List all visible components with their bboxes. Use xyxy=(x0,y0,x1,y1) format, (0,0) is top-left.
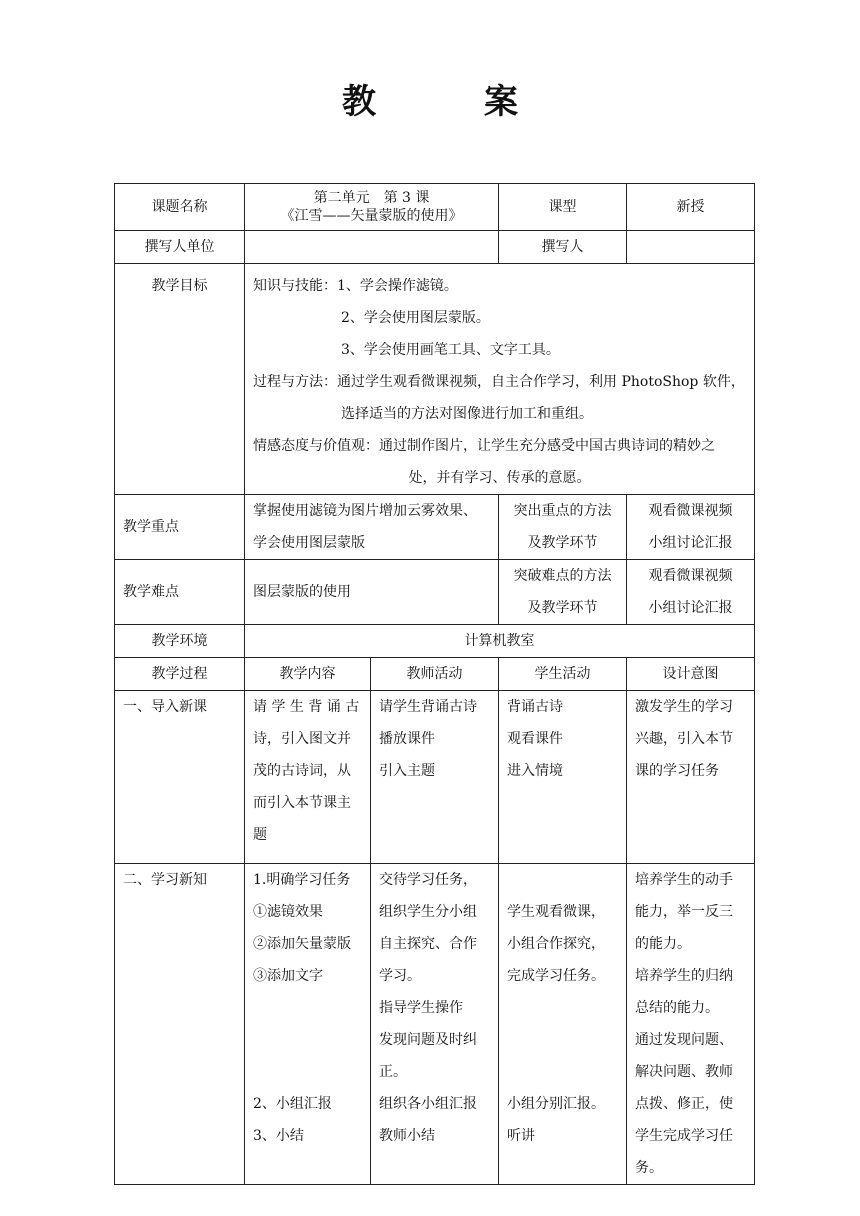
focus-method-1: 突出重点的方法 xyxy=(513,503,612,519)
difficulty-approach-1: 观看微课视频 xyxy=(648,568,733,584)
label-author: 撰写人 xyxy=(499,231,627,264)
difficulty-method-2: 及教学环节 xyxy=(527,600,598,616)
title-char-2: 案 xyxy=(484,82,518,122)
step2-student-line: 小组分别汇报。 xyxy=(507,1096,605,1112)
step1-content xyxy=(245,691,371,864)
focus-content xyxy=(245,495,499,560)
step2-student-line xyxy=(507,1056,618,1088)
step1-teacher xyxy=(371,691,499,864)
step2-content xyxy=(245,864,371,1185)
row-focus xyxy=(115,495,755,560)
lesson-plan-table xyxy=(114,183,755,1185)
row-step-2 xyxy=(115,864,755,1185)
label-goals: 教学目标 xyxy=(115,264,245,495)
step2-intent-line: 能力，举一反三 xyxy=(635,904,733,920)
header-content: 教学内容 xyxy=(245,658,371,691)
focus-content-2: 学会使用图层蒙版 xyxy=(253,535,365,551)
difficulty-method xyxy=(499,560,627,625)
step2-content-line: 1.明确学习任务 xyxy=(253,872,351,888)
focus-approach-2: 小组讨论汇报 xyxy=(648,535,733,551)
step2-intent-line: 培养学生的归纳 xyxy=(635,968,733,984)
label-focus: 教学重点 xyxy=(115,495,245,560)
course-line-2: 《江雪——矢量蒙版的使用》 xyxy=(280,208,463,224)
step2-teacher-line: 正。 xyxy=(379,1064,407,1080)
step1-content-line: 题 xyxy=(253,827,267,843)
focus-method xyxy=(499,495,627,560)
step2-student-line: 学生观看微课， xyxy=(507,904,605,920)
focus-approach-1: 观看微课视频 xyxy=(648,503,733,519)
header-student: 学生活动 xyxy=(499,658,627,691)
header-teacher: 教师活动 xyxy=(371,658,499,691)
step2-intent xyxy=(627,864,755,1185)
step2-content-line: 2、小组汇报 xyxy=(253,1096,332,1112)
step2-teacher-line: 交待学习任务， xyxy=(379,872,477,888)
step2-student-line: 听讲 xyxy=(507,1128,535,1144)
step1-teacher-line: 请学生背诵古诗 xyxy=(379,699,477,715)
step2-teacher xyxy=(371,864,499,1185)
step1-intent-line: 课的学习任务 xyxy=(635,763,719,779)
step2-content-line xyxy=(253,1056,362,1088)
header-intent: 设计意图 xyxy=(627,658,755,691)
step2-student-line: 完成学习任务。 xyxy=(507,968,605,984)
environment-value: 计算机教室 xyxy=(245,625,755,658)
label-difficulty: 教学难点 xyxy=(115,560,245,625)
step2-content-line xyxy=(253,1024,362,1056)
focus-content-1: 掌握使用滤镜为图片增加云雾效果、 xyxy=(253,503,477,519)
step1-student-line: 背诵古诗 xyxy=(507,699,563,715)
step2-student-line xyxy=(507,992,618,1024)
step2-content-line xyxy=(253,992,362,1024)
step1-content-line: 诗，引入图文并 xyxy=(253,731,351,747)
step2-student-line xyxy=(507,864,618,896)
goal-process-2: 选择适当的方法对图像进行加工和重组。 xyxy=(341,406,593,422)
goal-emotion-1: 情感态度与价值观：通过制作图片，让学生充分感受中国古典诗词的精妙之 xyxy=(253,438,715,454)
step1-name: 一、导入新课 xyxy=(115,691,245,864)
step1-intent-line: 激发学生的学习 xyxy=(635,699,733,715)
step2-intent-line: 通过发现问题、 xyxy=(635,1032,733,1048)
step1-content-line: 请 学 生 背 诵 古 xyxy=(253,699,360,715)
goal-skill-1: 知识与技能：1、学会操作滤镜。 xyxy=(253,278,458,294)
label-course-name: 课题名称 xyxy=(115,184,245,231)
step2-intent-line: 解决问题、教师 xyxy=(635,1064,733,1080)
step2-teacher-line: 组织各小组汇报 xyxy=(379,1096,477,1112)
step2-teacher-line: 指导学生操作 xyxy=(379,1000,463,1016)
step1-intent xyxy=(627,691,755,864)
step1-student-line: 观看课件 xyxy=(507,731,563,747)
focus-method-2: 及教学环节 xyxy=(527,535,598,551)
step2-intent-line: 的能力。 xyxy=(635,936,691,952)
step1-teacher-line: 引入主题 xyxy=(379,763,435,779)
step2-intent-line: 学生完成学习任 xyxy=(635,1128,733,1144)
row-goals xyxy=(115,264,755,495)
step2-student xyxy=(499,864,627,1185)
goal-emotion-2: 处，并有学习、传承的意愿。 xyxy=(408,470,591,486)
step2-student-line: 小组合作探究， xyxy=(507,936,605,952)
step1-content-line: 而引入本节课主 xyxy=(253,795,351,811)
goal-process-1: 过程与方法：通过学生观看微课视频，自主合作学习，利用 PhotoShop 软件， xyxy=(253,374,745,390)
goals-content xyxy=(245,264,755,495)
row-course xyxy=(115,184,755,231)
step1-student xyxy=(499,691,627,864)
course-line-1: 第二单元 第 3 课 xyxy=(313,190,430,206)
label-environment: 教学环境 xyxy=(115,625,245,658)
step2-teacher-line: 教师小结 xyxy=(379,1128,435,1144)
step2-content-line: ③添加文字 xyxy=(253,968,323,984)
row-difficulty xyxy=(115,560,755,625)
step2-intent-line: 点拨、修正，使 xyxy=(635,1096,733,1112)
course-title-cell xyxy=(245,184,499,231)
step2-teacher-line: 学习。 xyxy=(379,968,421,984)
step2-content-line: 3、小结 xyxy=(253,1128,304,1144)
row-process-header xyxy=(115,658,755,691)
row-environment xyxy=(115,625,755,658)
difficulty-content: 图层蒙版的使用 xyxy=(245,560,499,625)
difficulty-approach xyxy=(627,560,755,625)
header-process: 教学过程 xyxy=(115,658,245,691)
goal-skill-3: 3、学会使用画笔工具、文字工具。 xyxy=(341,342,560,358)
step2-name: 二、学习新知 xyxy=(115,864,245,1185)
step2-content-line: ②添加矢量蒙版 xyxy=(253,936,351,952)
difficulty-method-1: 突破难点的方法 xyxy=(513,568,612,584)
row-step-1 xyxy=(115,691,755,864)
step1-student-line: 进入情境 xyxy=(507,763,563,779)
course-type-value: 新授 xyxy=(627,184,755,231)
step2-intent-line: 培养学生的动手 xyxy=(635,872,733,888)
step2-intent-line: 总结的能力。 xyxy=(635,1000,719,1016)
title-char-1: 教 xyxy=(342,82,376,122)
page-title xyxy=(0,74,860,123)
step1-intent-line: 兴趣，引入本节 xyxy=(635,731,733,747)
step1-teacher-line: 播放课件 xyxy=(379,731,435,747)
author-value xyxy=(627,231,755,264)
label-course-type: 课型 xyxy=(499,184,627,231)
step2-student-line xyxy=(507,1024,618,1056)
step2-content-line: ①滤镜效果 xyxy=(253,904,323,920)
focus-approach xyxy=(627,495,755,560)
step2-teacher-line: 发现问题及时纠 xyxy=(379,1032,477,1048)
label-author-unit: 撰写人单位 xyxy=(115,231,245,264)
difficulty-approach-2: 小组讨论汇报 xyxy=(648,600,733,616)
step1-content-line: 茂的古诗词，从 xyxy=(253,763,351,779)
step2-teacher-line: 自主探究、合作 xyxy=(379,936,477,952)
author-unit-value xyxy=(245,231,499,264)
step2-intent-line: 务。 xyxy=(635,1160,663,1176)
row-author xyxy=(115,231,755,264)
step2-teacher-line: 组织学生分小组 xyxy=(379,904,477,920)
goal-skill-2: 2、学会使用图层蒙版。 xyxy=(341,310,490,326)
